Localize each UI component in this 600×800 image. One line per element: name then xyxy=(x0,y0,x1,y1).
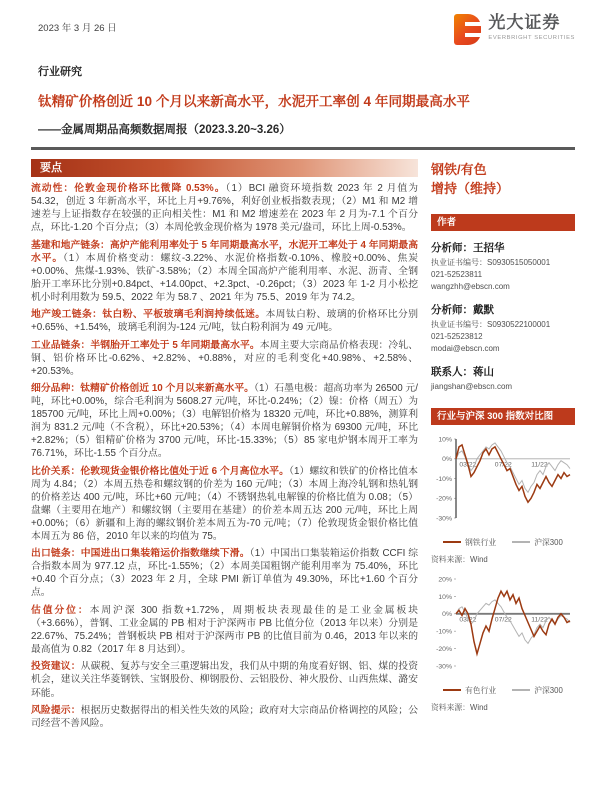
svg-text:07/22: 07/22 xyxy=(494,460,512,468)
legend-item xyxy=(443,685,496,696)
performance-line-chart xyxy=(431,573,575,677)
authors-list xyxy=(431,240,575,393)
brand-text xyxy=(488,14,575,41)
keypoint-body: （1）螺纹和铁矿的价格比值本周为 4.84；（2）本周五热卷和螺纹钢的价差为 160 元/吨；（3）本周上海冷轧钢和热轧钢的价格差达 400 元/吨，环比+60 元/吨；（4）不锈钢热轧电解镍的价格比值为 0.08；（5）盘螺（主要用在地产）和螺纹钢（主要用在基建）的价差本周五达 200 元/吨，环比上周+0.00%；（6）新疆和上海的螺纹钢价差本周五为-70 元/吨；（7）伦敦现货金银价格比值本周五为 86 倍，2010 年以来的均值为 75。 xyxy=(31,465,418,542)
keypoint-paragraph xyxy=(31,382,418,460)
keypoint-lead: 地产竣工链条：钛白粉、平板玻璃毛利润持续低迷。 xyxy=(31,309,266,321)
legend-label: 钢铁行业 xyxy=(465,537,497,547)
svg-text:03/22: 03/22 xyxy=(459,615,477,623)
svg-text:-10%: -10% xyxy=(436,475,452,483)
keypoint-lead: 基建和地产链条：高炉产能利用率处于 5 年同期最高水平，水泥开工率处于 4 年同期最高水平。 xyxy=(31,239,418,264)
keypoint-paragraph xyxy=(31,465,418,543)
keypoint-body: 根据历史数据得出的相关性失效的风险；政府对大宗商品价格调控的风险；公司经营不善风险。 xyxy=(31,705,419,730)
chart-legend xyxy=(431,685,575,696)
comparison-chart-header: 行业与沪深 300 指数对比图 xyxy=(431,408,575,425)
legend-line-swatch xyxy=(443,541,461,543)
chart-legend xyxy=(431,537,575,548)
keypoint-body: （1）BCI 融资环境指数 2023 年 2 月值为 54.32，创近 3 年新高水平，环比上月+9.76%，利好创业板指数表现；（2）M1 和 M2 增速差与上证指数存在较强的正向相关性：M1 和 M2 增速差在 2023 年 2 月为-7.1 个百分点，环比-1.20 个百分点；（3）本周伦敦金现价格为 1978 美元/盎司，环比上周-0.53%。 xyxy=(31,182,418,233)
legend-line-swatch xyxy=(443,689,461,691)
keypoint-body: 从碳税、复苏与安全三重逻辑出发，我们从中期的角度看好钢、铝、煤的投资机会，建议关注华菱钢铁、宝钢股份、柳钢股份、云铝股份、神火股份、山西焦煤、潞安环能。 xyxy=(31,661,419,699)
report-subtitle: ——金属周期品高频数据周报（2023.3.20~3.26） xyxy=(38,124,291,137)
authors-header: 作者 xyxy=(431,214,575,231)
sidebar xyxy=(431,159,575,735)
svg-text:-10%: -10% xyxy=(436,628,452,636)
svg-text:10%: 10% xyxy=(438,593,452,601)
keypoint-body: （1）石墨电极：超高功率为 26500 元/吨，环比+0.00%，综合毛利润为 5608.27 元/吨，环比-0.24%；（2）镍：价格（周五）为 185700 元/吨，环比上周+0.00%；（3）电解铝价格为 18320 元/吨，环比+0.88%，测算利润为 831.2 元/吨（不含税），环比+20.53%；（4）本周电解铜价格为 69300 元/吨，环比+2.82%；（5）钼精矿价格为 3700 元/吨，环比-15.33%；（5）85 家电炉钢本周开工率为 76.71%，环比-1.55 个百分点。 xyxy=(31,383,418,460)
keypoints-list xyxy=(31,182,418,730)
header-divider xyxy=(31,147,575,150)
everbright-logo-icon xyxy=(454,14,481,45)
keypoint-paragraph xyxy=(31,704,418,730)
author-entry xyxy=(431,240,575,293)
author-detail: 执业证书编号：S0930515050001 xyxy=(431,257,551,267)
keypoint-paragraph xyxy=(31,182,418,234)
keypoint-lead: 细分品种：钛精矿价格创近 10 个月以来新高水平。 xyxy=(31,383,255,395)
legend-line-swatch xyxy=(512,689,530,691)
rating-value: 增持（维持） xyxy=(431,180,510,196)
keypoint-lead: 出口链条：中国进出口集装箱运价指数继续下滑。 xyxy=(31,548,250,560)
keypoints-header: 要点 xyxy=(31,159,418,177)
svg-text:07/22: 07/22 xyxy=(494,615,512,623)
keypoint-paragraph xyxy=(31,604,418,656)
legend-label: 沪深300 xyxy=(534,685,563,695)
author-detail: modai@ebscn.com xyxy=(431,343,500,353)
performance-line-chart xyxy=(431,433,575,529)
brand-logo xyxy=(454,14,575,45)
legend-item xyxy=(512,537,563,548)
keypoint-lead: 估值分位： xyxy=(31,604,90,616)
svg-text:-30%: -30% xyxy=(436,515,452,523)
content-columns xyxy=(31,159,575,735)
keypoint-body: （1）本周价格变动：螺纹-3.22%、水泥价格指数-0.10%、橡胶+0.00%、焦炭+0.00%、焦煤-1.93%、铁矿-3.58%；（2）本周全国高炉产能利用率、水泥、沥青、全钢胎开工率环比分别+0.84pct、+14.00pct、+2.3pct、-0.26pct；（3）2023 年 1-2 月小松挖机小时利用数为 59.5、2022 年为 58.7 、2021 年为 75.5、2019 年为 74.2。 xyxy=(31,252,418,303)
author-name: 分析师：王招华 xyxy=(431,241,505,254)
industry-name: 钢铁/有色 xyxy=(431,161,487,177)
keypoint-lead: 工业品链条：半钢胎开工率处于 5 年同期最高水平。 xyxy=(31,339,260,351)
chart-block xyxy=(431,433,575,565)
report-category: 行业研究 xyxy=(38,66,82,78)
legend-label: 沪深300 xyxy=(534,537,563,547)
svg-text:10%: 10% xyxy=(438,436,452,444)
svg-text:0%: 0% xyxy=(442,455,452,463)
svg-text:11/22: 11/22 xyxy=(531,460,548,468)
page-header xyxy=(31,14,575,45)
keypoint-body: 本周主要大宗商品价格表现：冷轧、铜、铝价格环比-0.62%、+2.82%、+0.88%，对应的毛利变化+40.98%、+2.58%、+20.53%。 xyxy=(31,339,418,377)
brand-subtitle: EVERBRIGHT SECURITIES xyxy=(488,34,575,41)
report-title: 钛精矿价格创近 10 个月以来新高水平，水泥开工率创 4 年同期最高水平 xyxy=(38,94,471,109)
author-detail: wangzhh@ebscn.com xyxy=(431,281,510,291)
chart-source: 资料来源：Wind xyxy=(431,554,488,564)
keypoint-lead: 流动性：伦敦金现价格环比微降 0.53%。 xyxy=(31,182,226,194)
keypoint-lead: 风险提示： xyxy=(31,705,81,717)
keypoint-lead: 投资建议： xyxy=(31,661,81,673)
author-name: 联系人：蒋山 xyxy=(431,365,494,378)
legend-item xyxy=(443,537,496,548)
keypoint-body: （1）中国出口集装箱运价指数 CCFI 综合指数本周为 977.12 点，环比-1.55%；（2）本周美国粗钢产能利用率为 75.40%，环比+0.40 个百分点；（3）2023 年 2 月，全球 PMI 新订单值为 49.30%，环比+1.60 个百分点。 xyxy=(31,548,419,599)
keypoint-paragraph xyxy=(31,308,418,334)
author-entry xyxy=(431,364,575,393)
brand-name: 光大证券 xyxy=(488,13,561,32)
report-date: 2023 年 3 月 26 日 xyxy=(38,23,117,34)
svg-text:-20%: -20% xyxy=(436,645,452,653)
svg-text:-30%: -30% xyxy=(436,663,452,671)
keypoint-paragraph xyxy=(31,239,418,304)
legend-label: 有色行业 xyxy=(465,685,497,695)
keypoint-paragraph xyxy=(31,339,418,378)
keypoint-body: 本周钛白粉、玻璃的价格环比分别+0.65%、+1.54%，玻璃毛利润为-124 元/吨，钛白粉利润为 49 元/吨。 xyxy=(31,309,419,334)
svg-text:20%: 20% xyxy=(438,576,452,584)
keypoint-body: 本周沪深 300 指数+1.72%，周期板块表现最佳的是工业金属板块（+3.66%），普钢、工业金属的 PB 相对于沪深两市 PB 比值分位（2013 年以来）分别是 22.67%、75.24%；普钢板块 PB 相对于沪深两市 PB 的比值目前为 0.46，2013 年以来的最高值为 0.82（2017 年 8 月达到）。 xyxy=(31,604,419,655)
svg-text:-20%: -20% xyxy=(436,495,452,503)
author-detail: jiangshan@ebscn.com xyxy=(431,381,513,391)
chart-source: 资料来源：Wind xyxy=(431,702,488,712)
charts-area xyxy=(431,433,575,713)
svg-text:03/22: 03/22 xyxy=(459,460,477,468)
keypoint-paragraph xyxy=(31,660,418,699)
industry-rating xyxy=(431,161,575,199)
legend-line-swatch xyxy=(512,541,530,543)
author-detail: 021-52523812 xyxy=(431,331,483,341)
legend-item xyxy=(512,685,563,696)
keypoint-paragraph xyxy=(31,547,418,599)
svg-text:11/22: 11/22 xyxy=(531,615,548,623)
author-name: 分析师：戴默 xyxy=(431,303,494,316)
author-detail: 021-52523811 xyxy=(431,269,483,279)
keypoints-column xyxy=(31,159,418,735)
svg-text:0%: 0% xyxy=(442,610,452,618)
author-detail: 执业证书编号：S0930522100001 xyxy=(431,319,551,329)
chart-block xyxy=(431,573,575,713)
keypoint-lead: 比价关系：伦敦现货金银价格比值处于近 6 个月高位水平。 xyxy=(31,465,290,477)
author-entry xyxy=(431,302,575,355)
